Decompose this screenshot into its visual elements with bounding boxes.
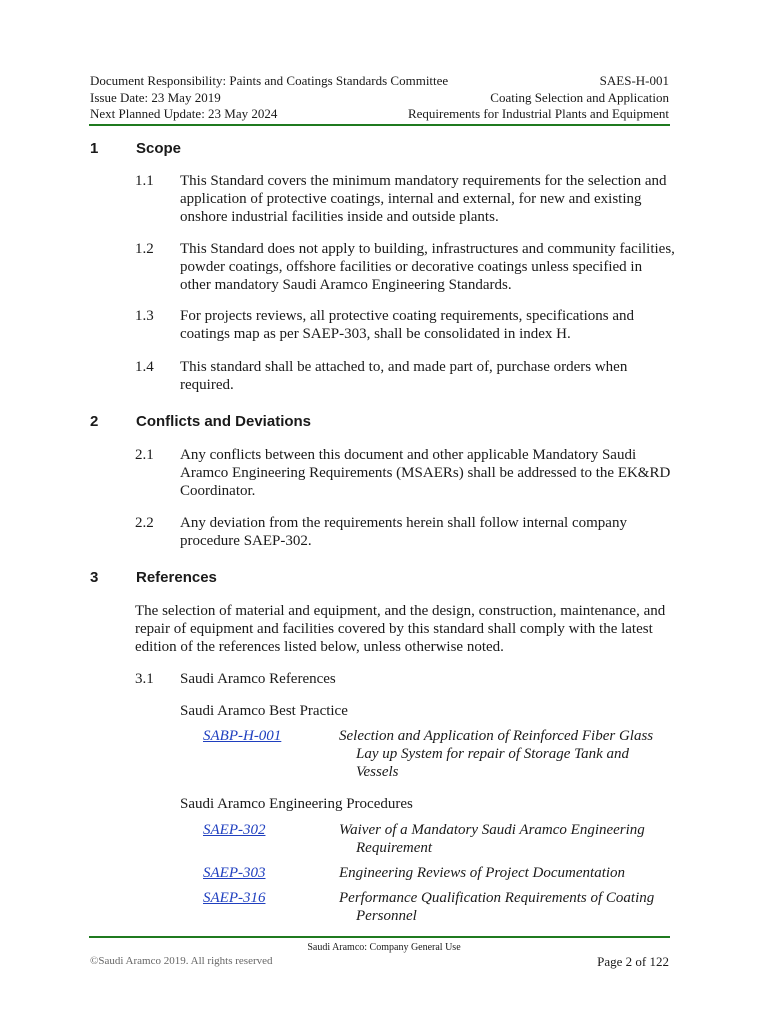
page-number: Page 2 of 122 [597, 954, 669, 969]
references-intro: The selection of material and equipment, and the design, construction, maintenance, and repair of equipment and facilities covered by this standard shall comply with the latest edition of the references listed below, unless otherwise noted. [135, 603, 666, 656]
header-left [90, 73, 448, 123]
issue-date: Issue Date: 23 May 2019 [90, 89, 221, 105]
header-rule [89, 124, 670, 126]
paragraph-2-2 [135, 514, 675, 550]
next-update: Next Planned Update: 23 May 2024 [90, 106, 278, 121]
reference-link[interactable]: SAEP-316 [203, 890, 266, 906]
reference-description: Waiver of a Mandatory Saudi Aramco Engineering Requirement [339, 822, 645, 857]
section-title: Scope [136, 140, 182, 157]
section-number: 1 [90, 140, 99, 157]
reference-item [203, 864, 673, 882]
paragraph-text: Saudi Aramco References [180, 671, 336, 687]
paragraph-1-3 [135, 307, 675, 343]
reference-description: Engineering Reviews of Project Documentation [339, 865, 626, 881]
paragraph-text: For projects reviews, all protective coating requirements, specifications and coatings map as per SAEP-303, shall be consolidated in index H. [180, 308, 635, 343]
paragraph-text: Any deviation from the requirements herein shall follow internal company procedure SAEP-302. [180, 515, 627, 550]
header-right [408, 73, 669, 123]
paragraph-text: Any conflicts between this document and other applicable Mandatory Saudi Aramco Engineering Requirements (MSAERs) shall be addressed to the EK&RD Coordinator. [180, 447, 671, 500]
section-number: 3 [90, 569, 99, 586]
reference-link[interactable]: SAEP-303 [203, 865, 266, 881]
reference-link[interactable]: SAEP-302 [203, 822, 266, 838]
doc-responsibility: Document Responsibility: Paints and Coatings Standards Committee [90, 73, 449, 88]
paragraph-1-1 [135, 172, 675, 227]
reference-item [203, 889, 673, 925]
footer-rule [89, 936, 670, 938]
paragraph-number: 1.1 [135, 173, 154, 189]
paragraph-1-4 [135, 358, 675, 394]
subheading-engineering-procedures: Saudi Aramco Engineering Procedures [180, 796, 413, 812]
paragraph-1-2 [135, 240, 675, 295]
section-number: 2 [90, 413, 99, 430]
reference-item [203, 727, 673, 782]
section-title: References [136, 569, 217, 586]
paragraph-number: 3.1 [135, 671, 154, 687]
paragraph-number: 1.3 [135, 308, 154, 324]
footer-copyright: ©Saudi Aramco 2019. All rights reserved [90, 955, 273, 967]
paragraph-text: This Standard does not apply to building, infrastructures and community facilities, powder coatings, offshore facilities or decorative coatings unless specified in other mandatory Saudi Aramco Engineering Standards. [180, 241, 675, 294]
subheading-best-practice: Saudi Aramco Best Practice [180, 703, 348, 719]
doc-number: SAES-H-001 [599, 73, 669, 88]
reference-description: Performance Qualification Requirements of Coating Personnel [339, 890, 655, 925]
paragraph-number: 2.2 [135, 515, 154, 531]
reference-item [203, 821, 673, 857]
paragraph-2-1 [135, 446, 675, 501]
paragraph-text: This standard shall be attached to, and made part of, purchase orders when required. [180, 359, 628, 394]
footer-classification: Saudi Aramco: Company General Use [307, 942, 461, 953]
doc-title-line2: Requirements for Industrial Plants and Equipment [407, 106, 669, 121]
paragraph-text: This Standard covers the minimum mandatory requirements for the selection and application of protective coatings, internal and external, for new and existing onshore industrial facilities inside and outside plants. [180, 173, 667, 226]
paragraph-number: 1.4 [135, 359, 154, 375]
doc-title-line1: Coating Selection and Application [490, 89, 669, 105]
paragraph-number: 2.1 [135, 447, 154, 463]
reference-description: Selection and Application of Reinforced Fiber Glass Lay up System for repair of Storage Tank and Vessels [339, 728, 654, 781]
reference-link[interactable]: SABP-H-001 [203, 728, 282, 744]
paragraph-3-1 [135, 670, 675, 688]
section-title: Conflicts and Deviations [136, 413, 312, 430]
paragraph-number: 1.2 [135, 241, 154, 257]
